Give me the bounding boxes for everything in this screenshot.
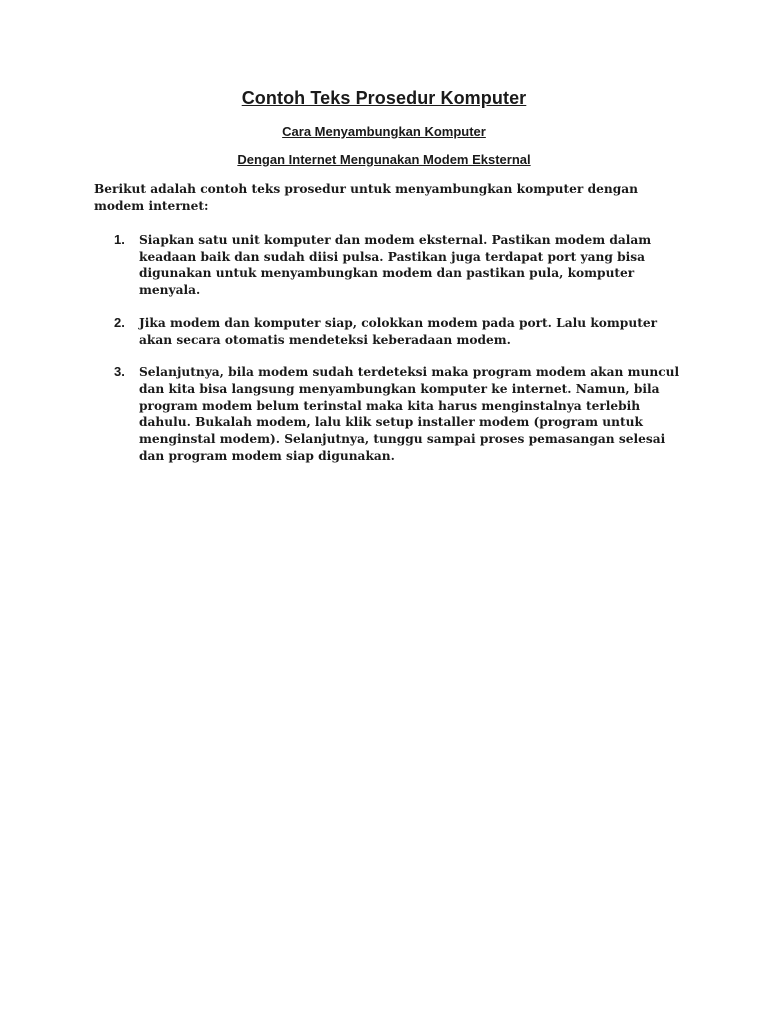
step-number: 3.	[114, 364, 125, 380]
step-text: Siapkan satu unit komputer dan modem eksternal. Pastikan modem dalam keadaan baik dan sudah diisi pulsa. Pastikan juga terdapat port yang bisa digunakan untuk menyambungkan modem dan pastikan pula, komputer menyala.	[139, 233, 652, 298]
step-text: Jika modem dan komputer siap, colokkan modem pada port. Lalu komputer akan secara otomatis mendeteksi keberadaan modem.	[139, 315, 657, 347]
step-number: 1.	[114, 232, 125, 247]
intro-paragraph: Berikut adalah contoh teks prosedur untuk menyambungkan komputer dengan modem internet:	[94, 182, 638, 213]
document-subtitle-1: Cara Menyambungkan Komputer	[282, 124, 486, 139]
step-text: Selanjutnya, bila modem sudah terdeteksi maka program modem akan muncul dan kita bisa langsung menyambungkan komputer ke internet. Namun, bila program modem belum terinstal maka kita harus menginstalnya terlebih dahulu. Bukalah modem, lalu klik setup installer modem (program untuk menginstal modem). Selanjutnya, tunggu sampai proses pemasangan selesai dan program modem siap digunakan.	[139, 365, 680, 463]
step-number: 2.	[114, 314, 125, 330]
document-subtitle-2: Dengan Internet Mengunakan Modem Eksternal	[237, 152, 531, 167]
procedure-steps-list	[94, 232, 684, 480]
procedure-step-1	[94, 232, 684, 299]
procedure-step-3	[94, 364, 684, 464]
document-title: Contoh Teks Prosedur Komputer	[241, 88, 527, 108]
procedure-step-2	[94, 315, 684, 348]
